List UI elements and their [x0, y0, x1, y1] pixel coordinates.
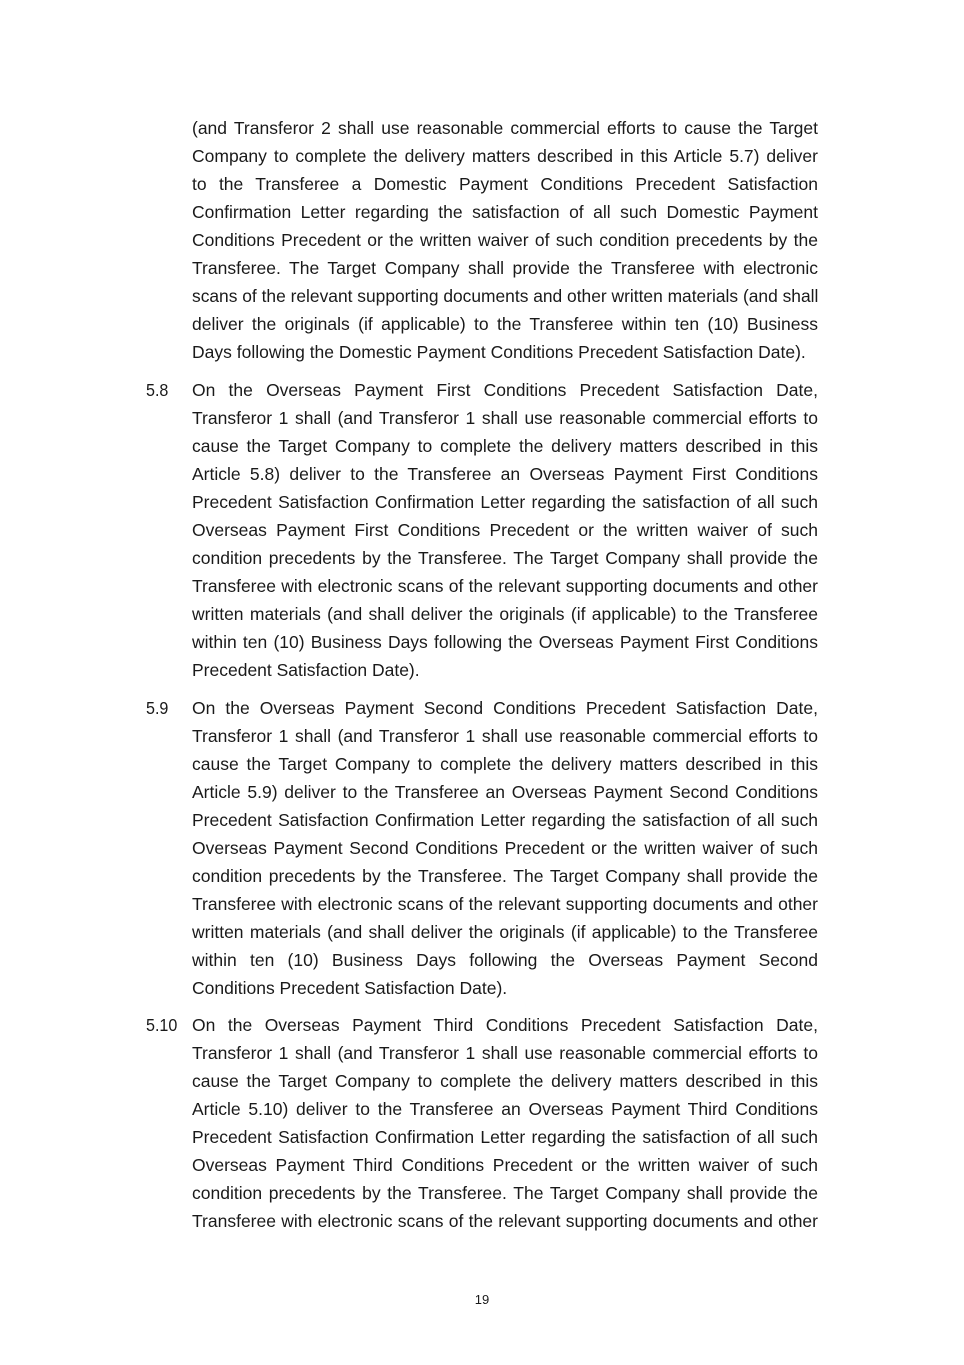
text-line: Conditions Precedent or the written waiver of such condition precedents by the	[192, 230, 818, 250]
text-line: condition precedents by the Transferee. The Target Company shall provide the	[192, 548, 818, 568]
text-line: Precedent Satisfaction Confirmation Letter regarding the satisfaction of all such	[192, 492, 818, 512]
clause-number: 5.9	[146, 698, 169, 718]
text-line: cause the Target Company to complete the delivery matters described in this	[192, 436, 818, 456]
text-line: to the Transferee a Domestic Payment Conditions Precedent Satisfaction	[192, 174, 818, 194]
text-line: Precedent Satisfaction Confirmation Letter regarding the satisfaction of all such	[192, 810, 818, 830]
text-line: Days following the Domestic Payment Conditions Precedent Satisfaction Date).	[192, 342, 806, 362]
clause-number: 5.8	[146, 380, 169, 400]
text-line: Article 5.10) deliver to the Transferee an Overseas Payment Third Conditions	[192, 1099, 818, 1119]
clause-text	[192, 114, 818, 366]
text-line: Transferor 1 shall (and Transferor 1 shall use reasonable commercial efforts to	[192, 1043, 818, 1063]
text-line: Precedent Satisfaction Confirmation Letter regarding the satisfaction of all such	[192, 1127, 818, 1147]
text-line: condition precedents by the Transferee. The Target Company shall provide the	[192, 866, 818, 886]
clause-text	[192, 694, 818, 1002]
clause-text	[192, 376, 818, 684]
text-line: (and Transferor 2 shall use reasonable commercial efforts to cause the Target	[192, 118, 818, 138]
text-line: Transferee. The Target Company shall provide the Transferee with electronic	[192, 258, 818, 278]
text-line: Transferee with electronic scans of the relevant supporting documents and other	[192, 576, 818, 596]
text-line: Overseas Payment First Conditions Precedent or the written waiver of such	[192, 520, 818, 540]
text-line: Company to complete the delivery matters described in this Article 5.7) deliver	[192, 146, 818, 166]
text-line: On the Overseas Payment Third Conditions Precedent Satisfaction Date,	[192, 1015, 818, 1035]
clause-number: 5.10	[146, 1015, 178, 1035]
text-line: Conditions Precedent Satisfaction Date).	[192, 978, 508, 998]
text-line: within ten (10) Business Days following the Overseas Payment Second	[192, 950, 818, 970]
text-line: scans of the relevant supporting documents and other written materials (and shall	[192, 286, 819, 306]
text-line: written materials (and shall deliver the originals (if applicable) to the Transferee	[192, 922, 818, 942]
text-line: Transferor 1 shall (and Transferor 1 shall use reasonable commercial efforts to	[192, 726, 818, 746]
text-line: condition precedents by the Transferee. The Target Company shall provide the	[192, 1183, 818, 1203]
text-line: Transferee with electronic scans of the relevant supporting documents and other	[192, 1211, 818, 1231]
text-line: Article 5.8) deliver to the Transferee an Overseas Payment First Conditions	[192, 464, 818, 484]
text-line: deliver the originals (if applicable) to the Transferee within ten (10) Business	[192, 314, 818, 334]
text-line: written materials (and shall deliver the originals (if applicable) to the Transferee	[192, 604, 818, 624]
text-line: Overseas Payment Third Conditions Precedent or the written waiver of such	[192, 1155, 818, 1175]
text-line: Overseas Payment Second Conditions Precedent or the written waiver of such	[192, 838, 818, 858]
text-line: Confirmation Letter regarding the satisfaction of all such Domestic Payment	[192, 202, 818, 222]
clause-text	[192, 1011, 818, 1235]
text-line: within ten (10) Business Days following the Overseas Payment First Conditions	[192, 632, 818, 652]
text-line: On the Overseas Payment First Conditions Precedent Satisfaction Date,	[192, 380, 818, 400]
text-line: Article 5.9) deliver to the Transferee an Overseas Payment Second Conditions	[192, 782, 818, 802]
text-line: On the Overseas Payment Second Conditions Precedent Satisfaction Date,	[192, 698, 818, 718]
text-line: Precedent Satisfaction Date).	[192, 660, 420, 680]
text-line: Transferee with electronic scans of the relevant supporting documents and other	[192, 894, 818, 914]
page-number: 19	[474, 1292, 490, 1307]
text-line: Transferor 1 shall (and Transferor 1 shall use reasonable commercial efforts to	[192, 408, 818, 428]
text-line: cause the Target Company to complete the delivery matters described in this	[192, 754, 818, 774]
text-line: cause the Target Company to complete the delivery matters described in this	[192, 1071, 818, 1091]
